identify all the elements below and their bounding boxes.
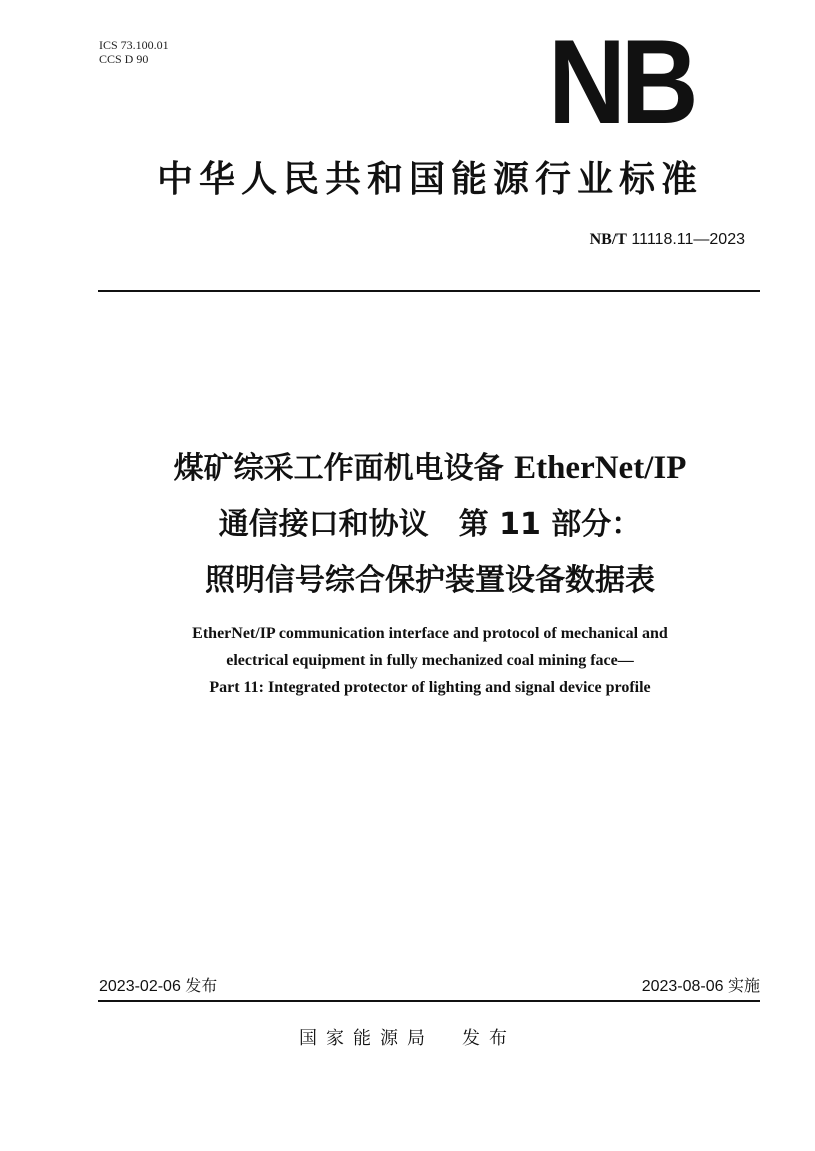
ics-code: ICS 73.100.01 (99, 38, 169, 52)
english-title (90, 620, 770, 701)
publisher-line (0, 1026, 815, 1052)
publisher-org: 国家能源局 (299, 1028, 434, 1049)
standard-number (590, 228, 745, 252)
chinese-title-line-1-cn: 煤矿综采工作面机电设备 (173, 451, 515, 486)
chinese-title-line-1-en: EtherNet/IP (514, 450, 687, 486)
nb-logo: NB (548, 15, 694, 149)
footer-divider (98, 1000, 760, 1002)
chinese-title-line-2: 通信接口和协议 第 11 部分： (218, 507, 642, 542)
ccs-code: CCS D 90 (99, 52, 149, 66)
standard-code: 11118.11—2023 (626, 231, 745, 248)
chinese-title-line-1 (90, 440, 770, 497)
english-title-line-1: EtherNet/IP communication interface and protocol of mechanical and (192, 625, 668, 642)
publisher-action: 发布 (462, 1028, 516, 1049)
english-title-line-3: Part 11: Integrated protector of lighting and signal device profile (209, 679, 651, 696)
english-title-line-2: electrical equipment in fully mechanized coal mining face— (226, 652, 634, 669)
classification-codes (99, 38, 169, 66)
standard-prefix: NB/T (589, 231, 627, 248)
issue-date: 2023-02-06 发布 (99, 978, 218, 995)
chinese-title-line-3: 照明信号综合保护装置设备数据表 (205, 563, 655, 598)
implementation-date: 2023-08-06 实施 (641, 978, 760, 995)
header-divider (98, 290, 760, 292)
org-standard-title: 中华人民共和国能源行业标准 (156, 159, 703, 200)
chinese-title (90, 440, 770, 609)
